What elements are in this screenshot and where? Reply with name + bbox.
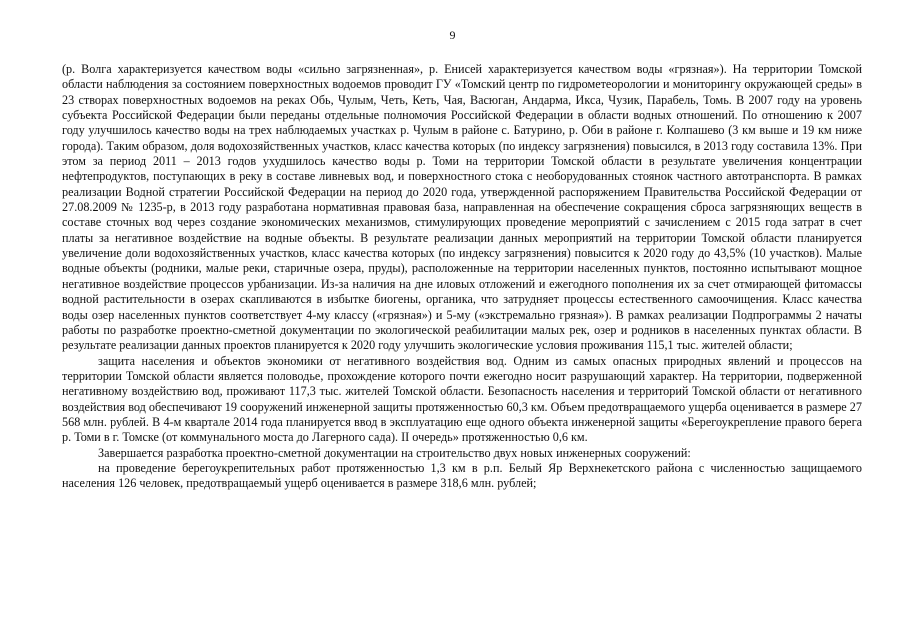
paragraph-flood-protection: защита населения и объектов экономики от негативного воздействия вод. Одним из самых опасных природных явлений и процессов на территории Томской области является половодье, прохождение которого почти ежегодно носит разрушающий характер. На территории, подверженной негативному воздействию вод, проживают 117,3 тыс. жителей Томской области. Безопасность населения и территорий Томской области от негативного воздействия вод обеспечивают 19 сооружений инженерной защиты протяженностью 60,3 км. Объем предотвращаемого ущерба оценивается в размере 27 568 млн. рублей. В 4-м квартале 2014 года планируется ввод в эксплуатацию еще одного объекта инженерной защиты «Берегоукрепление правого берега р. Томи в г. Томске (от коммунального моста до Лагерного сада). II очередь» протяженностью 0,6 км.: [62, 353, 862, 445]
page-number: 9: [449, 28, 456, 42]
paragraph-design-documentation: Завершается разработка проектно-сметной документации на строительство двух новых инженерных сооружений:: [98, 445, 691, 460]
paragraph-water-quality: (р. Волга характеризуется качеством воды «сильно загрязненная», р. Енисей характеризуется качеством воды «грязная»). На территории Томской области наблюдения за состоянием поверхностных водоемов проводит ГУ «Томский центр по гидрометеорологии и мониторингу окружающей среды» в 23 створах поверхностных водоемов на реках Обь, Чулым, Четь, Кеть, Чая, Васюган, Андарма, Икса, Чузик, Парабель, Томь. В 2007 году на уровень субъекта Российской Федерации были переданы отдельные полномочия Российской Федерации в области водных отношений. По отношению к 2007 году улучшилось качество воды на трех наблюдаемых участках р. Чулым в районе с. Батурино, р. Оби в районе г. Колпашево (3 км выше и 19 км ниже города). Таким образом, доля водохозяйственных участков, класс качества которых (по индексу загрязнения) повысился, в 2013 году составила 13%. При этом за период 2011 – 2013 годов ухудшилось качество воды р. Томи на территории Томской области в результате увеличения концентрации нефтепродуктов, поступающих в реку в составе ливневых вод, и поверхностного стока с необорудованных стоянок частного автотранспорта. В рамках реализации Водной стратегии Российской Федерации на период до 2020 года, утвержденной распоряжением Правительства Российской Федерации от 27.08.2009 № 1235-р, в 2013 году разработана нормативная правовая база, направленная на обеспечение сокращения сброса загрязняющих веществ в составе сточных вод через создание экономических механизмов, стимулирующих проведение мероприятий с зачислением с 2015 года затрат в счет платы за негативное воздействие на водные объекты. В результате реализации данных мероприятий на территории Томской области планируется увеличение доли водохозяйственных участков, класс качества которых (по индексу загрязнения) повысится к 2020 году до 43,5% (10 участков). Малые водные объекты (родники, малые реки, старичные озера, пруды), расположенные на территории населенных пунктов, постоянно испытывают мощное негативное воздействие процессов урбанизации. Из-за наличия на дне иловых отложений и ежегодного пополнения их за счет отмирающей фитомассы водной растительности в озерах скапливаются в избытке биогены, органика, что затрудняет процессы естественного самоочищения. Класс качества воды озер населенных пунктов соответствует 4-му классу («грязная») и 5-му («экстремально грязная»). В рамках реализации Подпрограммы 2 начаты работы по разработке проектно-сметной документации по экологической реабилитации малых рек, озер и родников в населенных пунктах области. В результате реализации данных проектов планируется к 2020 году улучшить экологические условия проживания 115,1 тыс. жителей области;: [62, 62, 862, 353]
body-text: [62, 62, 862, 492]
paragraph-bank-reinforcement: на проведение берегоукрепительных работ протяженностью 1,3 км в р.п. Белый Яр Верхнекетского района с численностью защищаемого населения 126 человек, предотвращаемый ущерб оценивается в размере 318,6 млн. рублей;: [62, 460, 862, 491]
